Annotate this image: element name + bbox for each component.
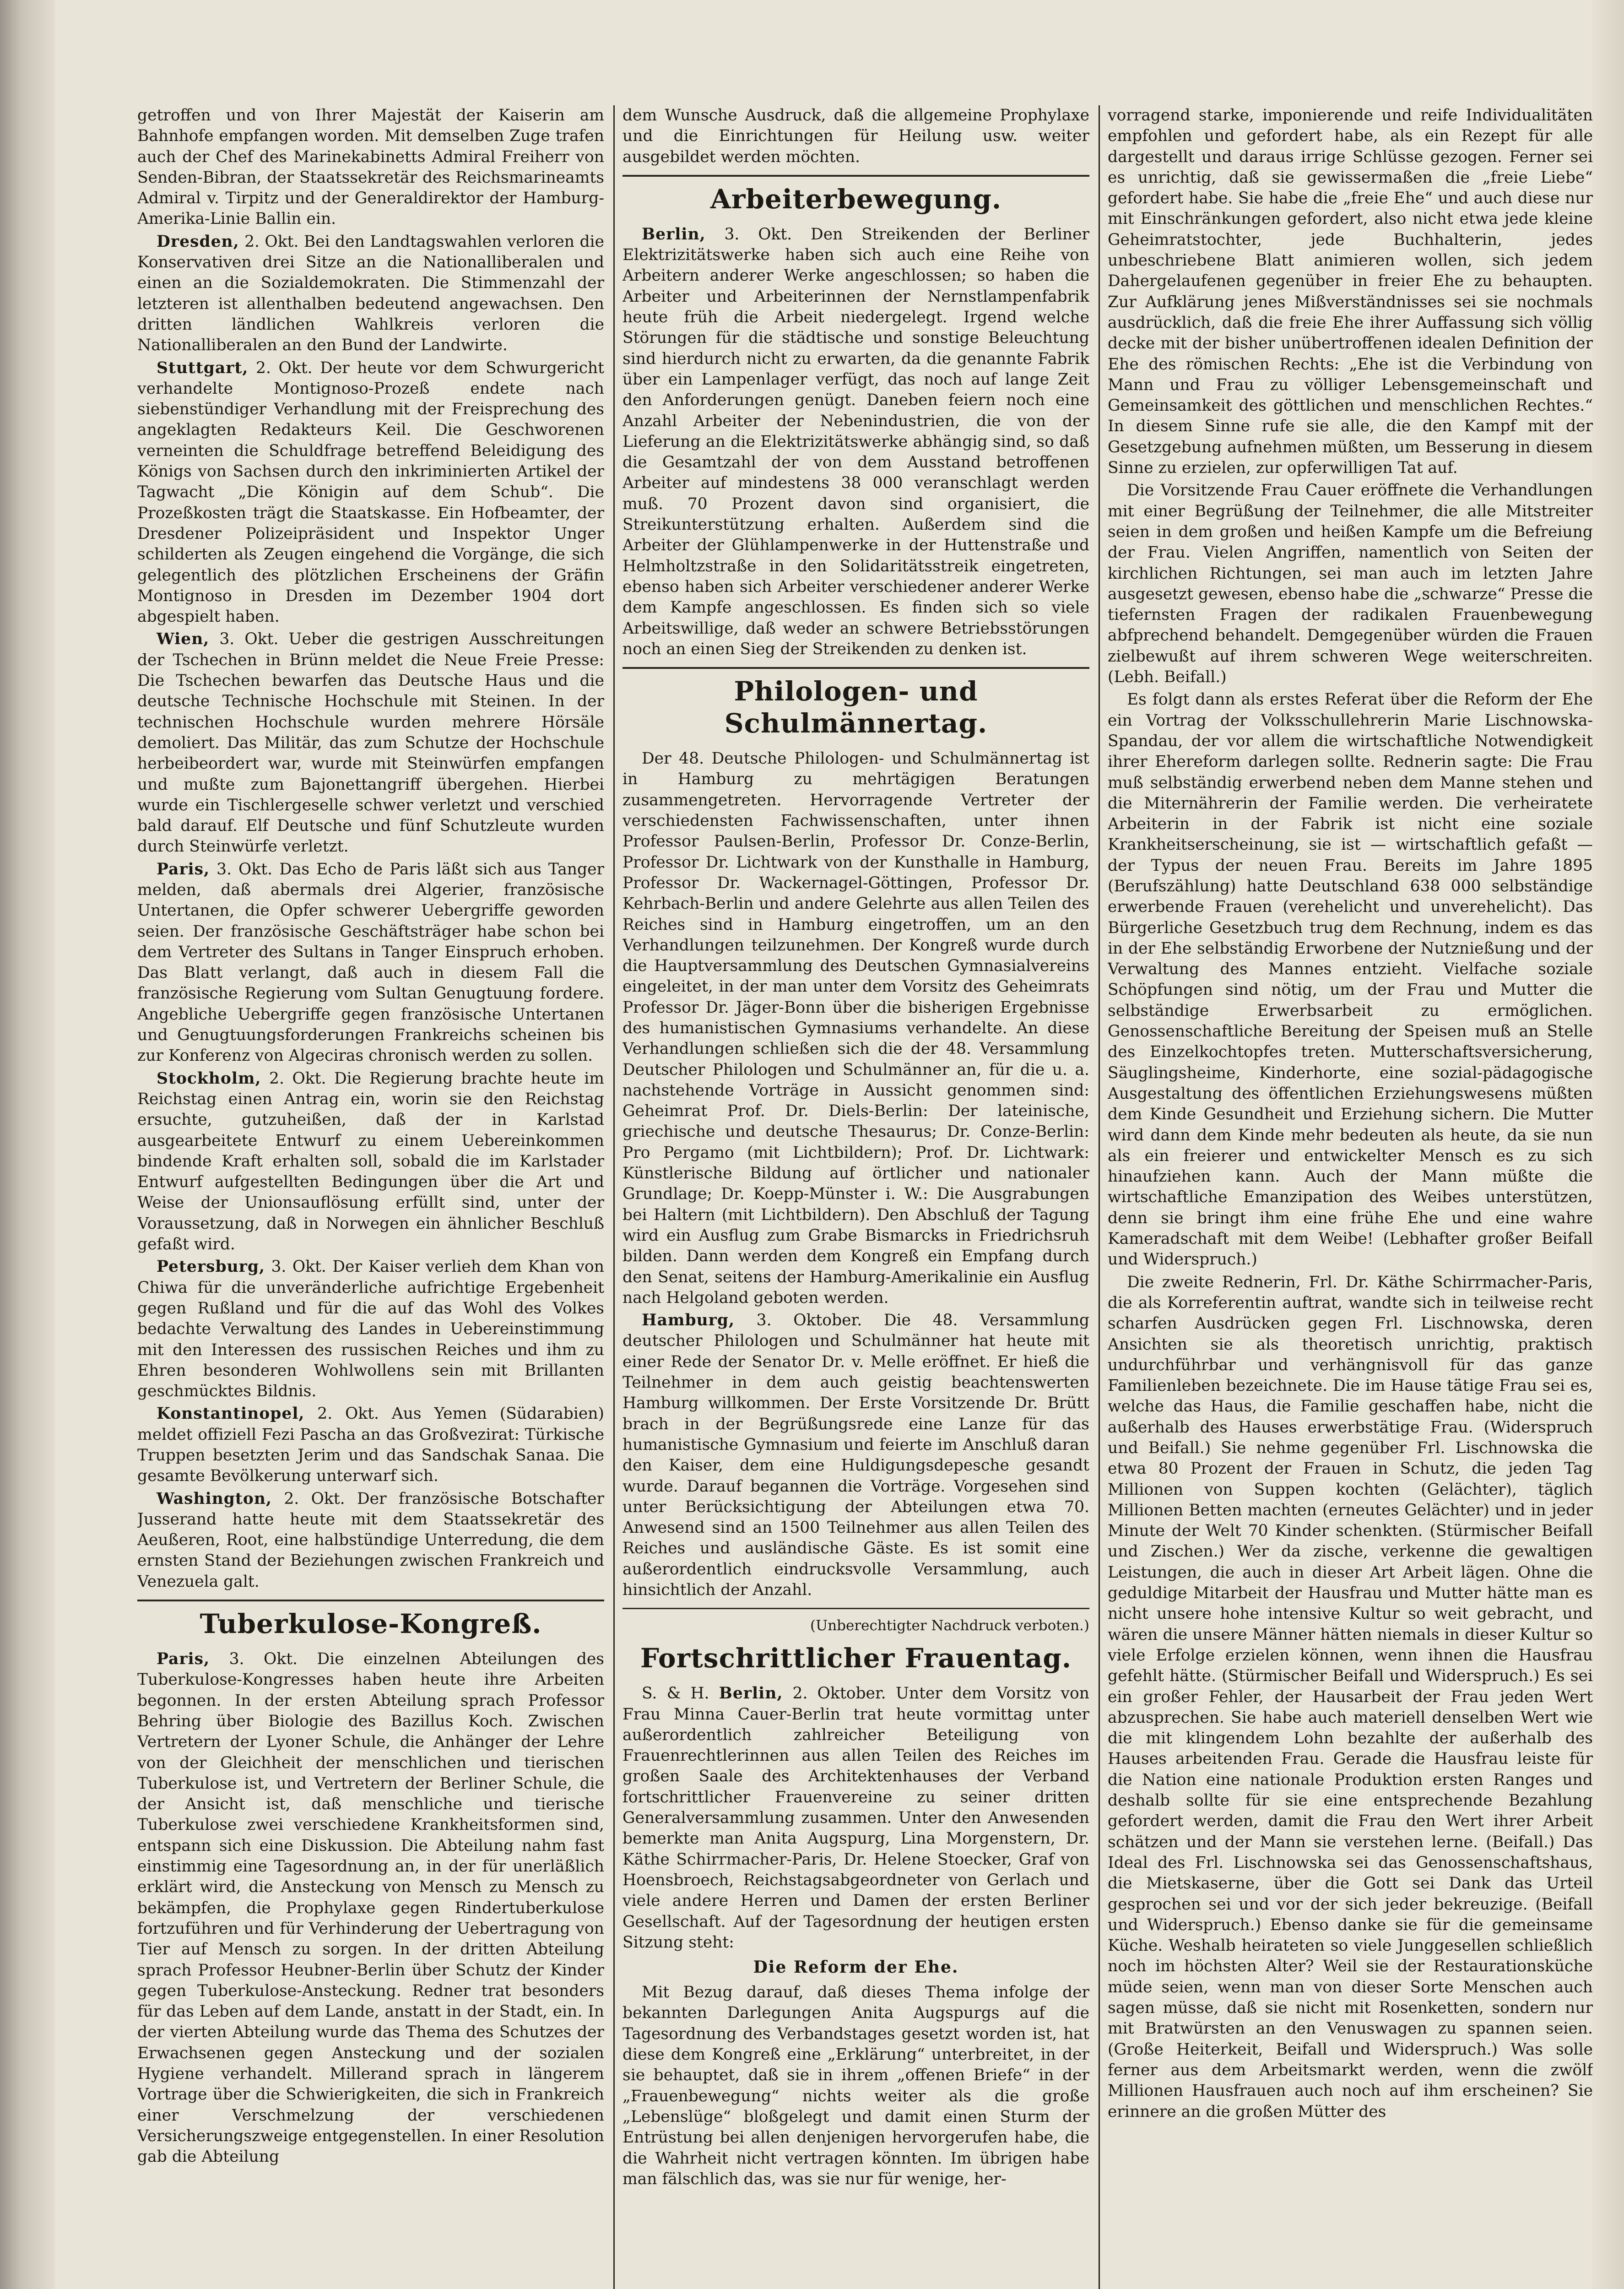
article-paragraph: Es folgt dann als erstes Referat über die Reform der Ehe ein Vortrag der Volksschullehrerin Marie Lischnowska-Spandau, der vor allem die wirtschaftliche Notwendigkeit ihrer Ehereform darlegen sollte. Rednerin sagte: Die Frau muß selbständig erwerbend neben dem Manne stehen und die Miternährerin der Familie werden. Die verheiratete Arbeiterin in der Fabrik ist nicht eine soziale Krankheitserscheinung, sie ist — wirtschaftlich gefaßt — der Typus der neuen Frau. Bereits im Jahre 1895 (Berufszählung) hatte Deutschland 638 000 selbständige erwerbende Frauen (verehelicht und unverehelicht). Das Bürgerliche Gesetzbuch trug dem Rechnung, indem es das in der Ehe selbständig Erworbene der Nutznießung und der Verwaltung des Mannes entzieht. Vielfache soziale Schöpfungen sind nötig, um der Frau und Mutter die selbständige Erwerbsarbeit zu ermöglichen. Genossenschaftliche Bereitung der Speisen muß an Stelle des Einzelkochtopfes treten. Mutterschaftsversicherung, Säuglingsheime, Kinderhorte, eine sozial-pädagogische Ausgestaltung des öffentlichen Erziehungswesens müßten dem Kinde Gesundheit und Erziehung sichern. Die Mutter wird dann dem Kinde mehr bedeuten als heute, da sie nun als ein freierer und entwickelter Mensch es zu sich hinaufziehen kann. Auch der Mann müßte die wirtschaftliche Emanzipation des Weibes unterstützen, denn sie bringt ihm eine frühe Ehe und eine wahre Kameradschaft mit dem Weibe! (Lebhafter großer Beifall und Widerspruch.) bbox=[1108, 690, 1593, 1269]
article-paragraph: Die Vorsitzende Frau Cauer eröffnete die Verhandlungen mit einer Begrüßung der Teilnehmer, die alle Mitstreiter seien in dem großen und heißen Kampfe um die Befreiung der Frau. Vielen Angriffen, namentlich von Seiten der kirchlichen Richtungen, sei man auch im letzten Jahre ausgesetzt gewesen, ebenso habe die „schwarze“ Presse die tiefernsten Fragen der radikalen Frauenbewegung abfprechend behandelt. Demgegenüber würden die Frauen zielbewußt auf ihrem schweren Wege weiterschreiten. (Lebh. Beifall.) bbox=[1108, 481, 1593, 687]
section-heading-frauentag: Fortschrittlicher Frauentag. bbox=[640, 1643, 1072, 1674]
article-paragraph: Mit Bezug darauf, daß dieses Thema infolge der bekannten Darlegungen Anita Augspurgs auf die Tagesordnung des Verbandstages gesetzt worden ist, hat diese dem Kongreß eine „Erklärung“ unterbreitet, in der sie behauptet, daß sie in ihrem „offenen Briefe“ in der „Frauenbewegung“ nichts weiter als die große „Lebenslüge“ bloßgelegt und damit einen Sturm der Entrüstung bei allen denjenigen hervorgerufen habe, die die Wahrheit nicht vertragen könnten. Im übrigen habe man fälschlich das, was sie nur für wenige, her- bbox=[623, 1983, 1089, 2188]
dateline: Stockholm, bbox=[157, 1069, 261, 1088]
section-heading-philologen: Philologen- und Schulmännertag. bbox=[724, 676, 988, 739]
dateline: Washington, bbox=[157, 1489, 272, 1508]
subheading-reform-der-ehe: Die Reform der Ehe. bbox=[753, 1958, 959, 1977]
dateline: Paris, bbox=[157, 860, 210, 879]
dateline: Petersburg, bbox=[157, 1258, 265, 1276]
article-continuation: dem Wunsche Ausdruck, daß die allgemeine Prophylaxe und die Einrichtungen für Heilung usw. weiter ausgebildet werden möchten. bbox=[623, 106, 1089, 166]
column-2 bbox=[623, 105, 1089, 2289]
news-item-konstantinopel bbox=[137, 1404, 604, 1486]
byline: S. & H. bbox=[642, 1684, 709, 1703]
column-1 bbox=[137, 105, 604, 2289]
news-item-paris bbox=[137, 859, 604, 1067]
column-rule bbox=[613, 105, 615, 2289]
news-item-frauentag bbox=[623, 1683, 1089, 1953]
dateline: Berlin, bbox=[642, 225, 706, 244]
section-divider bbox=[623, 1608, 1089, 1609]
dateline: Hamburg, bbox=[642, 1311, 735, 1330]
section-heading-tuberkulose: Tuberkulose-Kongreß. bbox=[200, 1608, 542, 1640]
article-continuation: getroffen und von Ihrer Majestät der Kaiserin am Bahnhofe empfangen worden. Mit demselben Zuge trafen auch der Chef des Marinekabinetts Admiral Freiherr von Senden-Bibran, der Staatssekretär des Reichsmarineamts Admiral v. Tirpitz und der Generaldirektor der Hamburg-Amerika-Linie Ballin ein. bbox=[137, 106, 604, 228]
news-item-washington bbox=[137, 1489, 604, 1592]
news-text: 2. Oktober. Unter dem Vorsitz von Frau Minna Cauer-Berlin trat heute vormittag unter außerordentlich zahlreicher Beteiligung von Frauenrechtlerinnen aus allen Teilen des Reiches im großen Saale des Architektenhauses der Verband fortschrittlicher Frauenvereine zu seiner dritten Generalversammlung zusammen. Unter den Anwesenden bemerkte man Anita Augspurg, Lina Morgenstern, Dr. Käthe Schirrmacher-Paris, Dr. Helene Stoecker, Graf von Hoensbroech, Reichstagsabgeordneter von Gerlach und viele andere Herren und Damen der ersten Berliner Gesellschaft. Auf der Tagesordnung der heutigen ersten Sitzung steht: bbox=[623, 1684, 1089, 1952]
news-text: 3. Okt. Das Echo de Paris läßt sich aus Tanger melden, daß abermals drei Algerier, französische Untertanen, die Opfer schwerer Uebergriffe geworden seien. Der französische Geschäftsträger habe schon bei dem Vertreter des Sultans in Tanger Einspruch erhoben. Das Blatt verlangt, daß auch in diesem Fall die französische Regierung vom Sultan Genugtuung fordere. Angebliche Uebergriffe gegen französische Untertanen und Genugtuungsforderungen Frankreichs scheinen bis zur Konferenz von Algeciras chronisch werden zu sollen. bbox=[137, 860, 604, 1065]
news-text: 3. Okt. Der Kaiser verlieh dem Khan von Chiwa für die unveränderliche aufrichtige Ergebenheit gegen Rußland und für die auf das Wohl des Volkes bedachte Verwaltung des Landes in Uebereinstimmung mit den Interessen des russischen Reiches und ihm zu Ehren besonderen Wohlwollens sein mit Brillanten geschmücktes Bildnis. bbox=[137, 1258, 604, 1401]
binding-shadow bbox=[0, 0, 55, 2289]
news-item-hamburg bbox=[623, 1310, 1089, 1600]
news-item-tuberkulose bbox=[137, 1649, 604, 2167]
dateline: Paris, bbox=[157, 1650, 210, 1669]
news-item-stuttgart bbox=[137, 358, 604, 628]
news-item-stockholm bbox=[137, 1069, 604, 1255]
dateline: Wien, bbox=[157, 630, 210, 649]
section-divider bbox=[623, 175, 1089, 177]
dateline: Konstantinopel, bbox=[157, 1405, 305, 1423]
news-text: 3. Oktober. Die 48. Versammlung deutscher Philologen und Schulmänner hat heute mit einer Rede der Senator Dr. v. Melle eröffnet. Er hieß die Teilnehmer in dem auch geistig beachtenswerten Hamburg willkommen. Der Erste Vorsitzende Dr. Brütt brach in der Begrüßungsrede eine Lanze für das humanistische Gymnasium und feierte im Anschluß daran den Kaiser, dem eine Huldigungsdepesche gesandt wurde. Darauf begannen die Vorträge. Vorgesehen sind unter Berücksichtigung der Abteilungen etwa 70. Anwesend sind an 1500 Teilnehmer aus allen Teilen des Reiches und ausländische Gäste. Es ist somit eine außerordentlich eindrucksvolle Versammlung, auch hinsichtlich der Anzahl. bbox=[623, 1311, 1089, 1599]
reprint-notice: (Unberechtigter Nachdruck verboten.) bbox=[810, 1617, 1089, 1634]
article-paragraph: Der 48. Deutsche Philologen- und Schulmännertag ist in Hamburg zu mehrtägigen Beratungen zusammengetreten. Hervorragende Vertreter der verschiedensten Fachwissenschaften, unter ihnen Professor Paulsen-Berlin, Professor Dr. Conze-Berlin, Professor Dr. Lichtwark von der Kunsthalle in Hamburg, Professor Dr. Wackernagel-Göttingen, Professor Dr. Kehrbach-Berlin und andere Gelehrte aus allen Teilen des Reiches sind in Hamburg eingetroffen, um an den Verhandlungen teilzunehmen. Der Kongreß wurde durch die Hauptversammlung des Deutschen Gymnasialvereins eingeleitet, in der man unter dem Vorsitz des Geheimrats Professor Dr. Jäger-Bonn über die bisherigen Ergebnisse des humanistischen Gymnasiums verhandelte. An diese Verhandlungen schließen sich die der 48. Versammlung Deutscher Philologen und Schulmänner an, für die u. a. nachstehende Vorträge in Aussicht genommen sind: Geheimrat Prof. Dr. Diels-Berlin: Der lateinische, griechische und deutsche Thesaurus; Dr. Conze-Berlin: Pro Pergamo (mit Lichtbildern); Prof. Dr. Lichtwark: Künstlerische Bildung auf örtlicher und nationaler Grundlage; Dr. Koepp-Münster i. W.: Die Ausgrabungen bei Haltern (mit Lichtbildern). Den Abschluß der Tagung wird ein Ausflug zum Grabe Bismarcks in Friedrichsruh bilden. Dann werden dem Kongreß ein Empfang durch den Senat, seitens der Hamburg-Amerikalinie ein Ausflug nach Helgoland geboten werden. bbox=[623, 749, 1089, 1307]
news-text: 2. Okt. Aus Yemen (Südarabien) meldet offiziell Fezi Pascha an das Großvezirat: Türkische Truppen besetzten Jerim und das Sandschak Sanaa. Die gesamte Bevölkerung unterwarf sich. bbox=[137, 1405, 604, 1486]
news-text: 2. Okt. Der französische Botschafter Jusserand hatte heute mit dem Staatssekretär des Aeußeren, Root, eine halbstündige Unterredung, die dem ernsten Stand der Beziehungen zwischen Frankreich und Venezuela galt. bbox=[137, 1489, 604, 1591]
section-divider bbox=[623, 667, 1089, 669]
news-item-berlin-streik bbox=[623, 224, 1089, 660]
article-continuation: vorragend starke, imponierende und reife Individualitäten empfohlen und gefordert habe, als ein Rezept für alle dargestellt und daraus irrige Schlüsse gezogen. Ferner sei es unrichtig, daß sie gewissermaßen die „freie Liebe“ gefordert habe. Sie habe die „freie Ehe“ und auch diese nur mit Einschränkungen gefordert, also nicht etwa jede kleine Geheimratstochter, jede Buchhalterin, jedes unbeschriebene Blatt animieren wollen, sich jedem Dahergelaufenen gegenüber in freier Ehe zu behaupten. Zur Aufklärung jenes Mißverständnisses sei sie nochmals ausdrücklich, daß die freie Ehe ihrer Auffassung sich völlig decke mit der bisher unübertroffenen idealen Definition der Ehe des römischen Rechts: „Ehe ist die Verbindung von Mann und Frau zu völliger Lebensgemeinschaft und Gemeinsamkeit des göttlichen und menschlichen Rechtes.“ In diesem Sinne rufe sie alle, die den Kampf mit der Gesetzgebung aufnehmen müßten, um Besserung in diesem Sinne zu erzielen, zur opferwilligen Tat auf. bbox=[1108, 106, 1593, 477]
news-text: 2. Okt. Der heute vor dem Schwurgericht verhandelte Montignoso-Prozeß endete nach siebenstündiger Verhandlung mit der Freisprechung des angeklagten Redakteurs Keil. Die Geschworenen verneinten die Schuldfrage betreffend Beleidigung des Königs von Sachsen durch den inkriminierten Artikel der Tagwacht „Die Königin auf dem Schub“. Die Prozeßkosten trägt die Staatskasse. Ein Hofbeamter, der Dresdener Polizeipräsident und Inspektor Unger schilderten als Zeugen eingehend die Vorgänge, die sich gelegentlich des plötzlichen Erscheinens der Gräfin Montignoso in Dresden im Dezember 1904 dort abgespielt haben. bbox=[137, 358, 604, 626]
dateline: Berlin, bbox=[719, 1684, 783, 1703]
section-divider bbox=[137, 1600, 604, 1601]
section-heading-arbeiterbewegung: Arbeiterbewegung. bbox=[710, 183, 1002, 215]
news-text: 2. Okt. Bei den Landtagswahlen verloren die Konservativen drei Sitze an die Nationalliberalen und einen an die Sozialdemokraten. Die Stimmenzahl der letzteren ist allenthalben bedeutend angewachsen. Den dritten ländlichen Wahlkreis verloren die Nationalliberalen an den Bund der Landwirte. bbox=[137, 232, 604, 355]
column-3 bbox=[1108, 105, 1593, 2289]
column-rule bbox=[1099, 105, 1100, 2289]
dateline: Stuttgart, bbox=[157, 358, 249, 377]
news-item-petersburg bbox=[137, 1257, 604, 1402]
news-text: 2. Okt. Die Regierung brachte heute im Reichstag einen Antrag ein, worin sie den Reichstag ersuchte, gutzuheißen, daß der in Karlstad ausgearbeitete Entwurf zu einem Uebereinkommen bindende Kraft erhalten soll, sobald die im Karlstader Entwurf aufgestellten Bedingungen über die Art und Weise der Unionsauflösung erfüllt sind, unter der Voraussetzung, daß in Norwegen ein ähnlicher Beschluß gefaßt wird. bbox=[137, 1069, 604, 1254]
article-paragraph: Die zweite Rednerin, Frl. Dr. Käthe Schirrmacher-Paris, die als Korreferentin auftrat, wandte sich in teilweise recht scharfen Ausdrücken gegen Frl. Lischnowska, deren Ansichten sie als theoretisch unrichtig, praktisch undurchführbar und verhängnisvoll für das ganze Familienleben bezeichnete. Die im Hause tätige Frau sei es, welche das Haus, die Familie geschaffen habe, nicht die außerhalb des Hauses erwerbstätige Frau. (Widerspruch und Beifall.) Sie nehme gegenüber Frl. Lischnowska die etwa 80 Prozent der Frauen in Schutz, die jeden Tag Millionen von Suppen kochten (Gelächter), täglich Millionen Betten machten (erneutes Gelächter) und in jeder Minute der Welt 70 Kinder schenkten. (Stürmischer Beifall und Zischen.) Wer da zische, verkenne die gewaltigen Leistungen, die auch in dieser Art Arbeit lägen. Ohne die geduldige Mitarbeit der Hausfrau und Mutter hätte man es nicht unsere hohe intensive Kultur so weit gebracht, und wären die unsere Männer hätten niemals in dieser Kultur so viele Erfolge erzielen können, wenn ihnen die Hausfrau gefehlt hätte. (Stürmischer Beifall und Widerspruch.) Es sei ein großer Fehler, der Hausarbeit der Frau jeden Wert abzusprechen. Sie habe auch materiell denselben Wert wie die mit klingendem Lohn bezahlte der außerhalb des Hauses arbeitenden Frau. Gerade die Hausfrau leiste für die Nation eine nationale Produktion ersten Ranges und deshalb sollte für sie eine entsprechende Bezahlung gefordert werden, damit die Frau den Wert ihrer Arbeit schätzen und der Mann sie verstehen lerne. (Beifall.) Das Ideal des Frl. Lischnowska sei das Genossenschaftshaus, die Mietskaserne, über die Gott sei Dank das Urteil gesprochen sei und vor der sich jeder bekreuzige. (Beifall und Widerspruch.) Ebenso danke sie für die gemeinsame Küche. Weshalb heirateten so viele Junggesellen schließlich noch im höchsten Alter? Weil sie der Restaurationsküche müde seien, wenn man von dieser Sorte Menschen auch sagen müsse, daß sie nicht mit Rosenketten, sondern nur mit Bratwürsten an den Venuswagen zu spannen seien. (Große Heiterkeit, Beifall und Widerspruch.) Was solle ferner aus dem Arbeitsmarkt werden, wenn die zwölf Millionen Hausfrauen auch noch auf ihm erscheinen? Sie erinnere an die großen Mütter des bbox=[1108, 1273, 1593, 2121]
news-text: 3. Okt. Die einzelnen Abteilungen des Tuberkulose-Kongresses haben heute ihre Arbeiten begonnen. In der ersten Abteilung sprach Professor Behring über Biologie des Bazillus Koch. Zwischen Vertretern der Lyoner Schule, die Anhänger der Lehre von der Gleichheit der menschlichen und tierischen Tuberkulose ist, und Vertretern der Berliner Schule, die der Ansicht ist, daß menschliche und tierische Tuberkulose zwei verschiedene Krankheitsformen sind, entspann sich eine Diskussion. Die Abteilung nahm fast einstimmig eine Tagesordnung an, in der für unerläßlich erklärt wird, die Ansteckung von Mensch zu Mensch zu bekämpfen, die Prophylaxe gegen Rindertuberkulose fortzuführen und für Verhinderung der Uebertragung von Tier auf Mensch zu sorgen. In der dritten Abteilung sprach Professor Heubner-Berlin über Schutz der Kinder gegen Tuberkulose-Ansteckung. Redner trat besonders für das Leben auf dem Lande, anstatt in der Stadt, ein. In der vierten Abteilung wurde das Thema des Schutzes der Erwachsenen gegen Ansteckung und der sozialen Hygiene verhandelt. Millerand sprach in längerem Vortrage über die Schwierigkeiten, die sich in Frankreich einer Verschmelzung der verschiedenen Versicherungszweige entgegenstellen. In einer Resolution gab die Abteilung bbox=[137, 1650, 604, 2166]
newspaper-page bbox=[137, 105, 1597, 2289]
news-item-wien bbox=[137, 629, 604, 857]
news-text: 3. Okt. Den Streikenden der Berliner Elektrizitätswerke haben sich auch eine Reihe von Arbeitern anderer Werke angeschlossen; so haben die Arbeiter und Arbeiterinnen der Nernstlampenfabrik heute früh die Arbeit niedergelegt. Irgend welche Störungen für die städtische und sonstige Beleuchtung sind hierdurch nicht zu erwarten, da die genannte Fabrik über ein Lampenlager verfügt, das noch auf lange Zeit den Anforderungen genügt. Daneben feiern noch eine Anzahl Arbeiter der Nebenindustrien, die von der Lieferung an die Elektrizitätswerke abhängig sind, so daß die Gesamtzahl der von dem Ausstand betroffenen Arbeiter auf mindestens 38 000 veranschlagt werden muß. 70 Prozent davon sind organisiert, die Streikunterstützung erhalten. Außerdem sind die Arbeiter der Glühlampenwerke in der Huttenstraße und Helmholtzstraße in den Solidaritätsstreik eingetreten, ebenso haben sich Arbeiter verschiedener anderer Werke dem Kampfe angeschlossen. Es finden sich so viele Arbeitswillige, daß weder an schwere Betriebsstörungen noch an einen Sieg der Streikenden zu denken ist. bbox=[623, 225, 1089, 658]
news-item-dresden bbox=[137, 232, 604, 356]
dateline: Dresden, bbox=[157, 232, 239, 251]
news-text: 3. Okt. Ueber die gestrigen Ausschreitungen der Tschechen in Brünn meldet die Neue Freie Presse: Die Tschechen bewarfen das Deutsche Haus und die deutsche Technische Hochschule mit Steinen. In der technischen Hochschule wurden mehrere Hörsäle demoliert. Das Militär, das zum Schutze der Hochschule herbeibeordert war, wurde mit Steinwürfen empfangen und mußte zum Bajonettangriff übergehen. Hierbei wurde ein Tischlergeselle schwer verletzt und verschied bald darauf. Elf Deutsche und fünf Schutzleute wurden durch Steinwürfe verletzt. bbox=[137, 630, 604, 856]
